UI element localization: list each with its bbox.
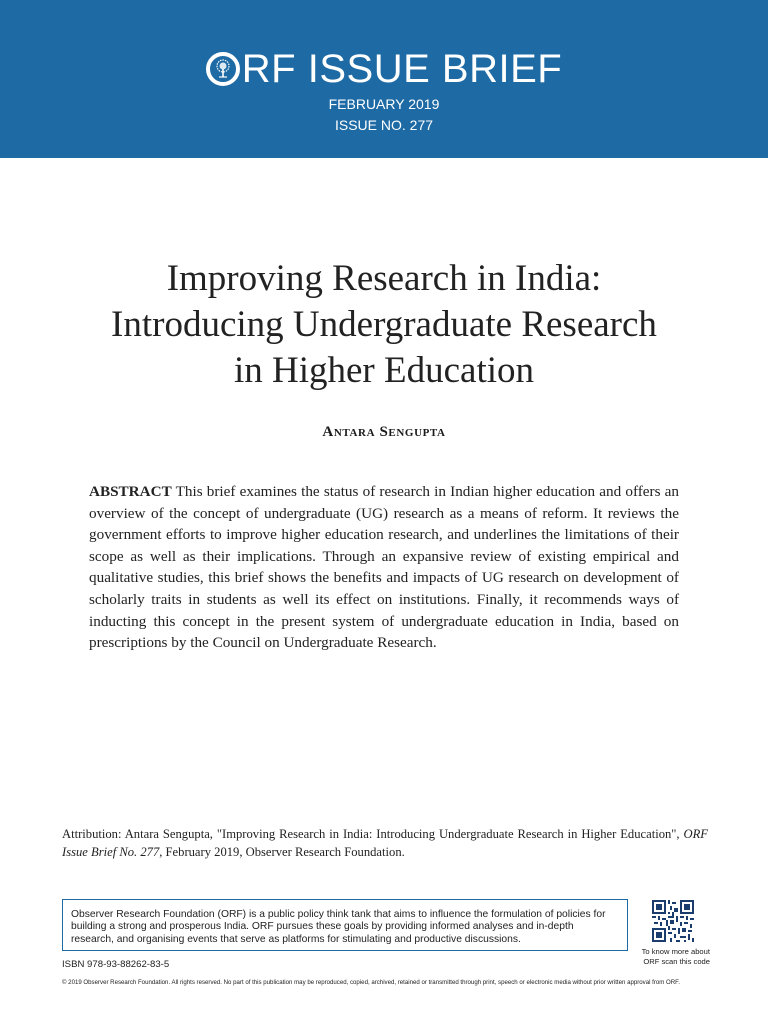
brand-wordmark bbox=[0, 44, 768, 94]
attribution-publication: ORF Issue Brief No. 277 bbox=[62, 827, 708, 859]
issue-date: FEBRUARY 2019 bbox=[328, 96, 440, 112]
orf-description-box bbox=[62, 899, 628, 951]
document-title bbox=[40, 256, 728, 394]
isbn: ISBN 978-93-88262-83-5 bbox=[62, 959, 170, 970]
tree-logo-icon bbox=[206, 52, 240, 86]
brand-text: RF ISSUE BRIEF bbox=[241, 47, 563, 91]
attribution bbox=[62, 825, 708, 861]
title-line: Improving Research in India: bbox=[166, 258, 602, 299]
abstract bbox=[89, 481, 679, 654]
title-line: Introducing Undergraduate Research bbox=[111, 304, 657, 345]
title-line: in Higher Education bbox=[233, 350, 535, 391]
qr-code-icon[interactable] bbox=[652, 900, 694, 942]
copyright-notice: © 2019 Observer Research Foundation. All rights reserved. No part of this publication may be reproduced, copied, archived, retained or transmitted through print, speech or electronic media without prior written approval from ORF. bbox=[62, 979, 680, 986]
abstract-label: ABSTRACT bbox=[89, 483, 172, 500]
qr-caption-line: ORF scan this code bbox=[643, 957, 710, 966]
author-name: Antara Sengupta bbox=[322, 424, 446, 440]
qr-caption-line: To know more about bbox=[641, 947, 710, 956]
abstract-text: This brief examines the status of research in Indian higher education and offers an overview of the concept of undergraduate (UG) research as a means of reform. It reviews the government efforts to improve higher education research, and underlines the limitations of their scope as well as their implications. Through an expansive review of existing empirical and qualitative studies, this brief shows the benefits and impacts of UG research on development of scholarly traits in students as well its effect on institutions. Finally, it recommends ways of inducting this concept in the present system of undergraduate education in India, based on prescriptions by the Council on Undergraduate Research. bbox=[89, 483, 679, 652]
orf-description-text: Observer Research Foundation (ORF) is a public policy think tank that aims to influence the formulation of policies for building a strong and prosperous India. ORF pursues these goals by providing informed analyses and in-depth research, and organising events that serve as platforms for stimulating and productive discussions. bbox=[71, 909, 606, 945]
qr-caption bbox=[638, 947, 710, 967]
attribution-suffix: , February 2019, Observer Research Foundation. bbox=[159, 845, 405, 859]
brief-header bbox=[0, 0, 768, 158]
attribution-prefix: Attribution: Antara Sengupta, "Improving Research in India: Introducing Undergraduate Research in Higher Education", bbox=[62, 827, 684, 841]
issue-number: ISSUE NO. 277 bbox=[334, 117, 434, 133]
